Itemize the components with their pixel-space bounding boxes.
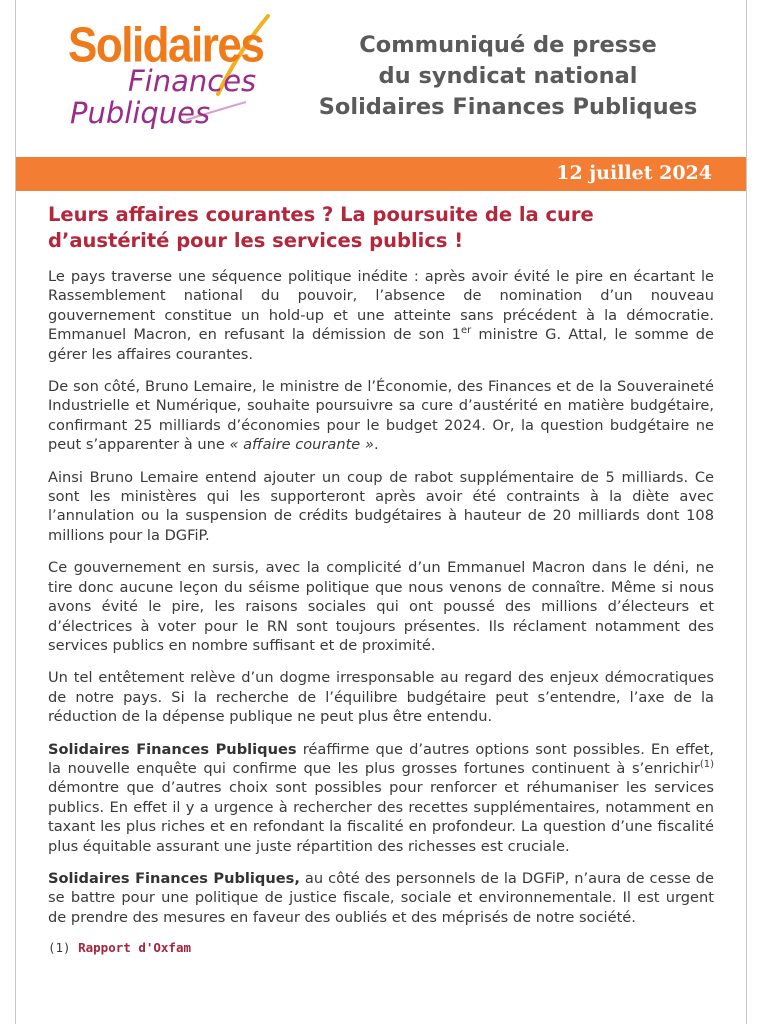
solidaires-logo (68, 12, 283, 140)
paragraph-4: Ce gouvernement en sursis, avec la complicité d’un Emmanuel Macron dans le déni, ne tire donc aucune leçon du séisme politique que nous venons de connaître. Même si nous avons évité le pire, les raisons sociales qui ont poussé des millions d’électeurs et d’électrices à voter pour le RN sont toujours présentes. Ils réclament notamment des services publics en nombre suffisant et de proximité. (48, 559, 714, 654)
paragraph-text: Le pays traverse une séquence politique inédite : après avoir évité le pire en écartant le Rassemblement national du pouvoir, l’absence de nomination d’un nouveau gouvernement constitue un hold-up et une atteinte sans précédent à la démocratie. Emmanuel Macron, en refusant la démission de son 1 (48, 268, 714, 344)
paragraph-text: De son côté, Bruno Lemaire, le ministre de l’Économie, des Finances et de la Souveraineté Industrielle et Numérique, souhaite poursuivre sa cure d’austérité en matière budgétaire, confirmant 25 milliards d’économies pour le budget 2024. Or, la question budgétaire ne peut s’apparenter à une (48, 378, 714, 454)
superscript: er (460, 325, 472, 337)
footnote-ref: (1) (699, 759, 714, 771)
title-line: Solidaires Finances Publiques (318, 94, 698, 120)
paragraph-text: . (373, 436, 379, 454)
article-body (48, 202, 714, 955)
footnote-marker: (1) (48, 940, 71, 956)
footnote (48, 940, 714, 955)
paragraph-text: ministre G. Attal, le somme de gérer les affaires courantes. (48, 326, 715, 363)
release-date: 12 juillet 2024 (556, 162, 712, 184)
logo-line-finances: Finances (128, 64, 257, 98)
headline-line: Leurs affaires courantes ? La poursuite de la cure (48, 203, 594, 226)
oxfam-report-link[interactable]: Rapport d'Oxfam (78, 940, 191, 956)
title-line: du syndicat national (378, 63, 638, 89)
paragraph-text: démontre que d’autres choix sont possibles pour renforcer et réhumaniser les services publics. En effet il y a urgence à rechercher des recettes supplémentaires, notamment en taxant les plus riches et en refondant la fiscalité en profondeur. La question d’une fiscalité plus équitable assurant une juste répartition des richesses est cruciale. (48, 779, 714, 855)
paragraph-7 (48, 869, 714, 927)
headline-line: d’austérité pour les services publics ! (48, 229, 464, 252)
paragraph-1 (48, 267, 714, 364)
paragraph-5: Un tel entêtement relève d’un dogme irresponsable au regard des enjeux démocratiques de notre pays. Si la recherche de l’équilibre budgétaire peut s’entendre, l’axe de la réduction de la dépense publique ne peut plus être entendu. (48, 669, 714, 726)
paragraph-text: au côté des personnels de la DGFiP, n’aura de cesse de se battre pour une politique de justice fiscale, sociale et environnementale. Il est urgent de prendre des mesures en faveur des oubliés et des méprisés de notre société. (48, 869, 714, 926)
title-line: Communiqué de presse (359, 32, 657, 58)
paragraph-6 (48, 740, 714, 856)
press-release-title (288, 30, 728, 123)
logo-line-publiques: Publiques (70, 96, 211, 130)
header (16, 0, 746, 158)
union-name: Solidaires Finances Publiques (48, 740, 297, 758)
union-name: Solidaires Finances Publiques, (48, 869, 300, 887)
paragraph-2 (48, 377, 714, 455)
paragraph-3: Ainsi Bruno Lemaire entend ajouter un coup de rabot supplémentaire de 5 milliards. Ce sont les ministères qui les supporteront après avoir été contraints à la diète avec l’annulation ou la suspension de crédits budgétaires à hauteur de 20 milliards dont 108 millions pour la DGFiP. (48, 468, 714, 544)
date-bar (16, 157, 746, 191)
headline (48, 202, 714, 254)
logo-line-solidaires: Solidaires (68, 18, 264, 73)
italic-quote: « affaire courante » (229, 436, 374, 454)
paragraph-text: réaffirme que d’autres options sont possibles. En effet, la nouvelle enquête qui confirme que les plus grosses fortunes continuent à s’enrichir (48, 740, 714, 777)
